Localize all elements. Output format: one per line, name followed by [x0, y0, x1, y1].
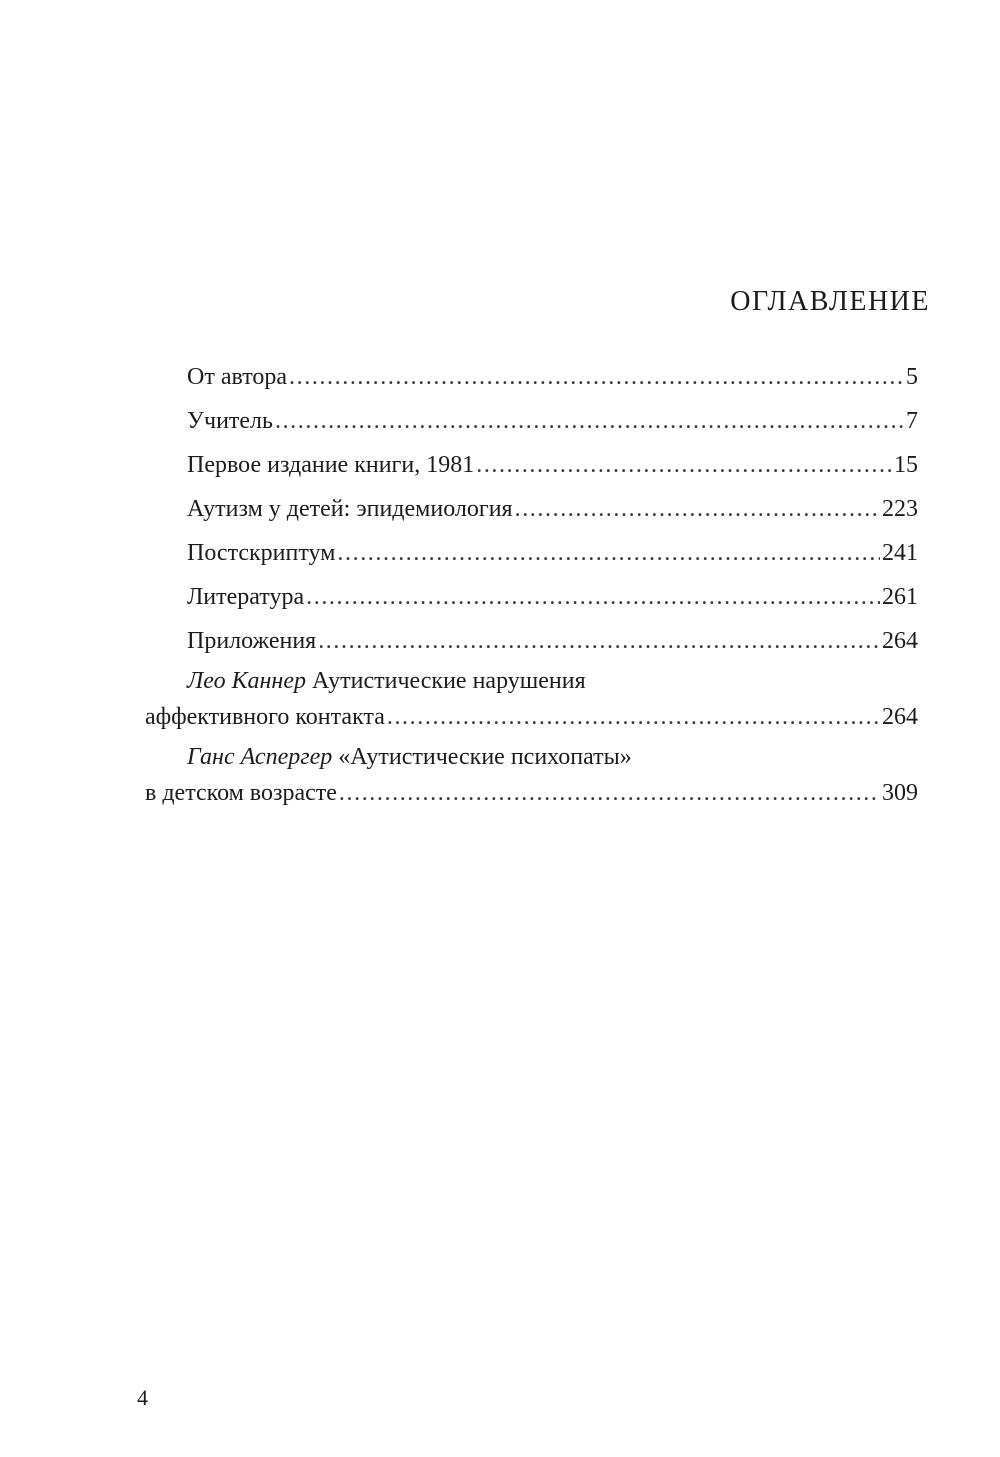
- toc-entry-page: 309: [882, 780, 918, 806]
- appendix-author: Лео Каннер: [187, 668, 306, 694]
- toc-entry-label: Приложения: [187, 628, 317, 654]
- appendix-author: Ганс Аспергер: [187, 744, 333, 770]
- appendix-title-part1: Аутистические нарушения: [306, 668, 586, 694]
- toc-entry: [187, 626, 918, 656]
- toc-entry-label: Аутизм у детей: эпидемиология: [187, 496, 513, 522]
- toc-entry-page: 15: [894, 452, 918, 478]
- dot-leader: [306, 582, 880, 612]
- toc-appendix-entry: [145, 742, 918, 808]
- toc-entry-page: 261: [882, 584, 918, 610]
- toc-appendix-second-line: [145, 778, 918, 808]
- toc-entry: [187, 450, 918, 480]
- dot-leader: [275, 406, 904, 436]
- toc-appendix-first-line: [145, 742, 918, 772]
- toc-entry: [187, 538, 918, 568]
- toc-heading: ОГЛАВЛЕНИЕ: [730, 286, 930, 317]
- dot-leader: [339, 778, 880, 808]
- toc-entry-page: 264: [882, 628, 918, 654]
- toc-entry: [187, 362, 918, 392]
- dot-leader: [289, 362, 904, 392]
- toc-entry: [187, 406, 918, 436]
- toc-entry-label: Учитель: [187, 408, 273, 434]
- toc-entry: [187, 494, 918, 524]
- dot-leader: [515, 494, 880, 524]
- toc-entry-page: 241: [882, 540, 918, 566]
- toc-entry-page: 223: [882, 496, 918, 522]
- toc-appendix-first-line: [145, 666, 918, 696]
- toc-entry-label: Первое издание книги, 1981: [187, 452, 475, 478]
- dot-leader: [337, 538, 880, 568]
- toc-entry-page: 264: [882, 704, 918, 730]
- toc-entry-label: Литература: [187, 584, 305, 610]
- page-number: 4: [137, 1385, 148, 1410]
- toc-entry-label: От автора: [187, 364, 288, 390]
- appendix-title-part2: аффективного контакта: [145, 704, 385, 730]
- toc-entry: [187, 582, 918, 612]
- toc-appendix-entry: [145, 666, 918, 732]
- dot-leader: [387, 702, 880, 732]
- toc-entry-label: Постскриптум: [187, 540, 336, 566]
- dot-leader: [476, 450, 892, 480]
- appendix-title-part2: в детском возрасте: [145, 780, 337, 806]
- toc-entry-page: 7: [906, 408, 918, 434]
- toc-appendix-second-line: [145, 702, 918, 732]
- appendix-title-part1: «Аутистические психопаты»: [332, 744, 632, 770]
- toc-entry-page: 5: [906, 364, 918, 390]
- dot-leader: [318, 626, 880, 656]
